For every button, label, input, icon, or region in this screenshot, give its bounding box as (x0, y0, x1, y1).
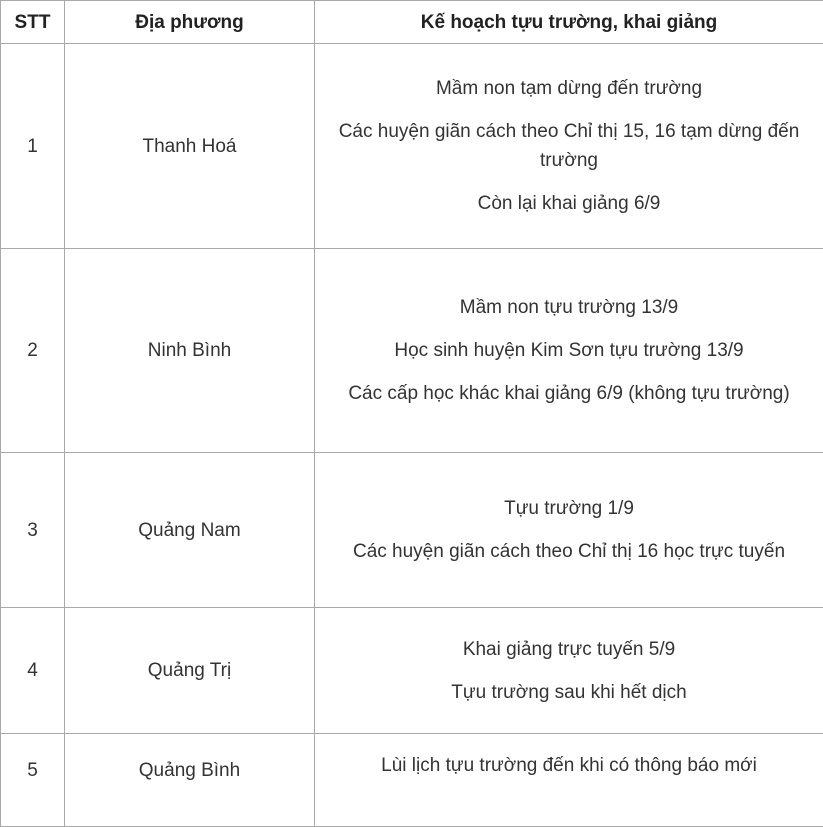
row-locality: Quảng Bình (65, 734, 315, 827)
header-stt: STT (1, 1, 65, 44)
plan-line: Học sinh huyện Kim Sơn tựu trường 13/9 (321, 336, 817, 365)
plan-line: Tựu trường 1/9 (321, 494, 817, 523)
row-stt: 3 (1, 453, 65, 608)
table-body (1, 44, 823, 827)
row-plan (315, 608, 823, 734)
table-row (1, 44, 823, 249)
plan-line: Các huyện giãn cách theo Chỉ thị 15, 16 tạm dừng đến trường (321, 117, 817, 175)
row-plan (315, 249, 823, 453)
plan-line: Lùi lịch tựu trường đến khi có thông báo mới (321, 751, 817, 780)
table-header (1, 1, 823, 44)
row-stt: 4 (1, 608, 65, 734)
row-locality: Thanh Hoá (65, 44, 315, 249)
table-row (1, 249, 823, 453)
plan-line: Khai giảng trực tuyến 5/9 (321, 635, 817, 664)
plan-line: Các huyện giãn cách theo Chỉ thị 16 học trực tuyến (321, 537, 817, 566)
header-locality: Địa phương (65, 1, 315, 44)
table-row (1, 734, 823, 827)
row-plan (315, 453, 823, 608)
header-row (1, 1, 823, 44)
plan-line: Tựu trường sau khi hết dịch (321, 678, 817, 707)
row-locality: Quảng Trị (65, 608, 315, 734)
row-stt: 2 (1, 249, 65, 453)
row-stt: 5 (1, 734, 65, 827)
row-locality: Quảng Nam (65, 453, 315, 608)
row-plan (315, 734, 823, 827)
table-row (1, 453, 823, 608)
row-locality: Ninh Bình (65, 249, 315, 453)
plan-line: Mầm non tạm dừng đến trường (321, 74, 817, 103)
table-row (1, 608, 823, 734)
plan-line: Các cấp học khác khai giảng 6/9 (không tựu trường) (321, 379, 817, 408)
plan-line: Mầm non tựu trường 13/9 (321, 293, 817, 322)
row-stt: 1 (1, 44, 65, 249)
header-plan: Kế hoạch tựu trường, khai giảng (315, 1, 823, 44)
plan-line: Còn lại khai giảng 6/9 (321, 189, 817, 218)
row-plan (315, 44, 823, 249)
